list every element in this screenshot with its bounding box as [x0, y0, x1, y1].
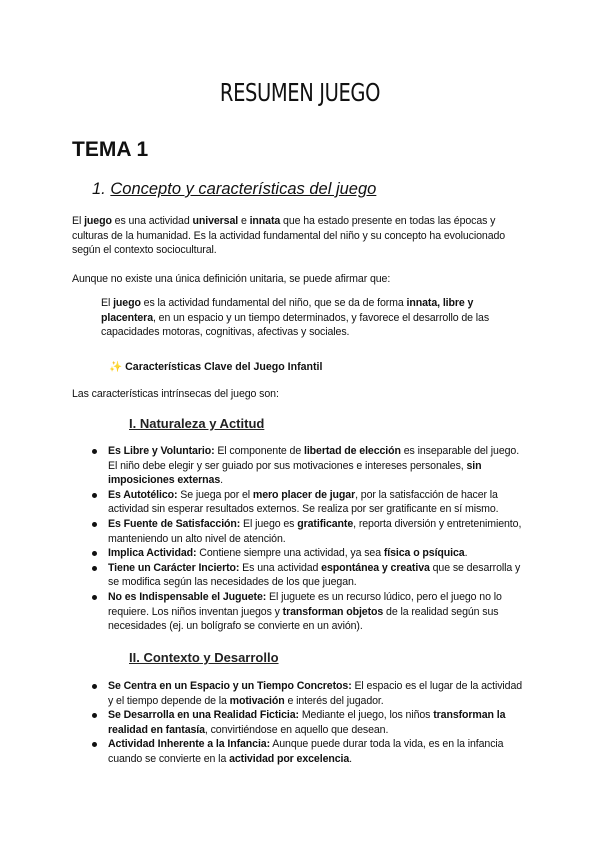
list-item — [92, 708, 528, 737]
text-run: Aunque puede durar toda la vida, es en la infancia cuando se convierte en la — [108, 738, 504, 765]
list-item — [92, 488, 528, 517]
context-list — [92, 679, 528, 767]
list-item — [92, 444, 528, 488]
text-run: , por la satisfacción de hacer la actividad sin esperar resultados externos. Se realiza por ser gratificante en sí mismo. — [108, 488, 499, 516]
text-run: es una actividad — [111, 215, 193, 227]
nature-list — [92, 444, 528, 634]
bold-run: motivación — [229, 694, 285, 707]
item-label: Es Autotélico: — [108, 488, 178, 501]
item-label: Es Libre y Voluntario: — [108, 445, 215, 457]
text-run: El — [101, 297, 114, 309]
text-run: . — [464, 547, 468, 560]
text-run: Contiene siempre una actividad, ya sea — [196, 547, 384, 560]
item-label: No es Indispensable el Juguete: — [108, 590, 267, 603]
text-run: El — [72, 215, 85, 227]
bold-run: libertad de elección — [303, 445, 401, 457]
text-run: , convirtiéndose en aquello que desean. — [204, 723, 389, 736]
section-number: 1. — [92, 180, 111, 198]
list-item — [92, 561, 528, 590]
bold-run: gratificante — [297, 517, 354, 530]
text-run: Se juega por el — [177, 488, 253, 501]
bold-run: física o psíquica — [383, 547, 465, 560]
text-run: , en un espacio y un tiempo determinados, y favorece el desarrollo de las capacidades motoras, cognitivas, afectivas y sociales. — [101, 311, 490, 339]
text-run: es la actividad fundamental del niño, que se da de forma — [140, 297, 407, 309]
bold-run: sin imposiciones externas — [108, 459, 482, 487]
document-title: RESUMEN JUEGO — [219, 78, 381, 107]
text-run: Es una actividad — [239, 561, 322, 574]
text-run: Mediante el juego, los niños — [298, 709, 434, 722]
item-label: Es Fuente de Satisfacción: — [108, 517, 241, 530]
characteristics-intro: Las características intrínsecas del juego son: — [72, 388, 279, 400]
item-label: Se Desarrolla en una Realidad Ficticia: — [108, 709, 299, 722]
item-label: Implica Actividad: — [108, 547, 197, 560]
list-item — [92, 517, 528, 546]
text-run: e — [238, 215, 250, 227]
text-run: . — [220, 474, 223, 487]
text-run: , reporta diversión y entretenimiento, manteniendo un alto nivel de atención. — [108, 517, 522, 545]
item-label: Tiene un Carácter Incierto: — [108, 561, 240, 574]
bold-run: universal — [192, 215, 239, 227]
text-run: de la realidad según sus necesidades (ej. un bolígrafo se convierte en un avión). — [108, 605, 499, 633]
text-run: es inseparable del juego. El niño debe elegir y ser guiado por sus motivaciones e intereses personales, — [108, 445, 520, 472]
intro-paragraph — [72, 214, 534, 258]
bold-run: innata — [249, 215, 281, 227]
text-run: que se desarrolla y se modifica según las necesidades de los que juegan. — [108, 561, 521, 589]
section-heading — [92, 180, 376, 199]
list-item — [92, 737, 528, 766]
key-characteristics-heading — [109, 360, 322, 373]
bold-run: espontánea y creativa — [321, 561, 430, 574]
text-run: que ha estado presente en todas las épocas y culturas de la humanidad. Es la actividad fundamental del niño y su concepto ha evolucionado según el contexto sociocultural. — [72, 215, 506, 257]
definition-quote — [101, 296, 521, 340]
text-run: e interés del jugador. — [284, 694, 384, 707]
item-label: Se Centra en un Espacio y un Tiempo Concretos: — [108, 680, 352, 692]
text-run: El espacio es el lugar de la actividad y el tiempo depende de la — [108, 680, 523, 707]
list-item — [92, 679, 528, 708]
subsection-heading-nature: I. Naturaleza y Actitud — [129, 416, 265, 431]
text-run: El juguete es un recurso lúdico, pero el juego no lo requiere. Los niños inventan juegos y — [108, 590, 502, 618]
list-item — [92, 546, 528, 561]
key-characteristics-text: Características Clave del Juego Infantil — [125, 361, 323, 373]
text-run: El juego es — [240, 517, 298, 530]
bold-run: transforman objetos — [282, 605, 384, 618]
bold-run: juego — [113, 297, 141, 309]
bold-run: innata, libre y placentera — [101, 297, 474, 324]
text-run: El componente de — [214, 445, 304, 457]
list-item — [92, 590, 528, 634]
section-heading-text: Concepto y características del juego — [110, 180, 377, 198]
text-run: . — [349, 752, 352, 765]
definition-intro: Aunque no existe una única definición unitaria, se puede afirmar que: — [72, 273, 391, 285]
topic-heading: TEMA 1 — [72, 138, 149, 161]
subsection-heading-context: II. Contexto y Desarrollo — [129, 650, 279, 665]
sparkles-icon: ✨ — [109, 361, 123, 373]
item-label: Actividad Inherente a la Infancia: — [108, 738, 271, 751]
bold-run: actividad por excelencia — [229, 752, 350, 765]
bold-run: mero placer de jugar — [252, 488, 356, 501]
bold-run: juego — [84, 215, 112, 227]
bold-run: transforman la realidad en fantasía — [108, 709, 506, 736]
